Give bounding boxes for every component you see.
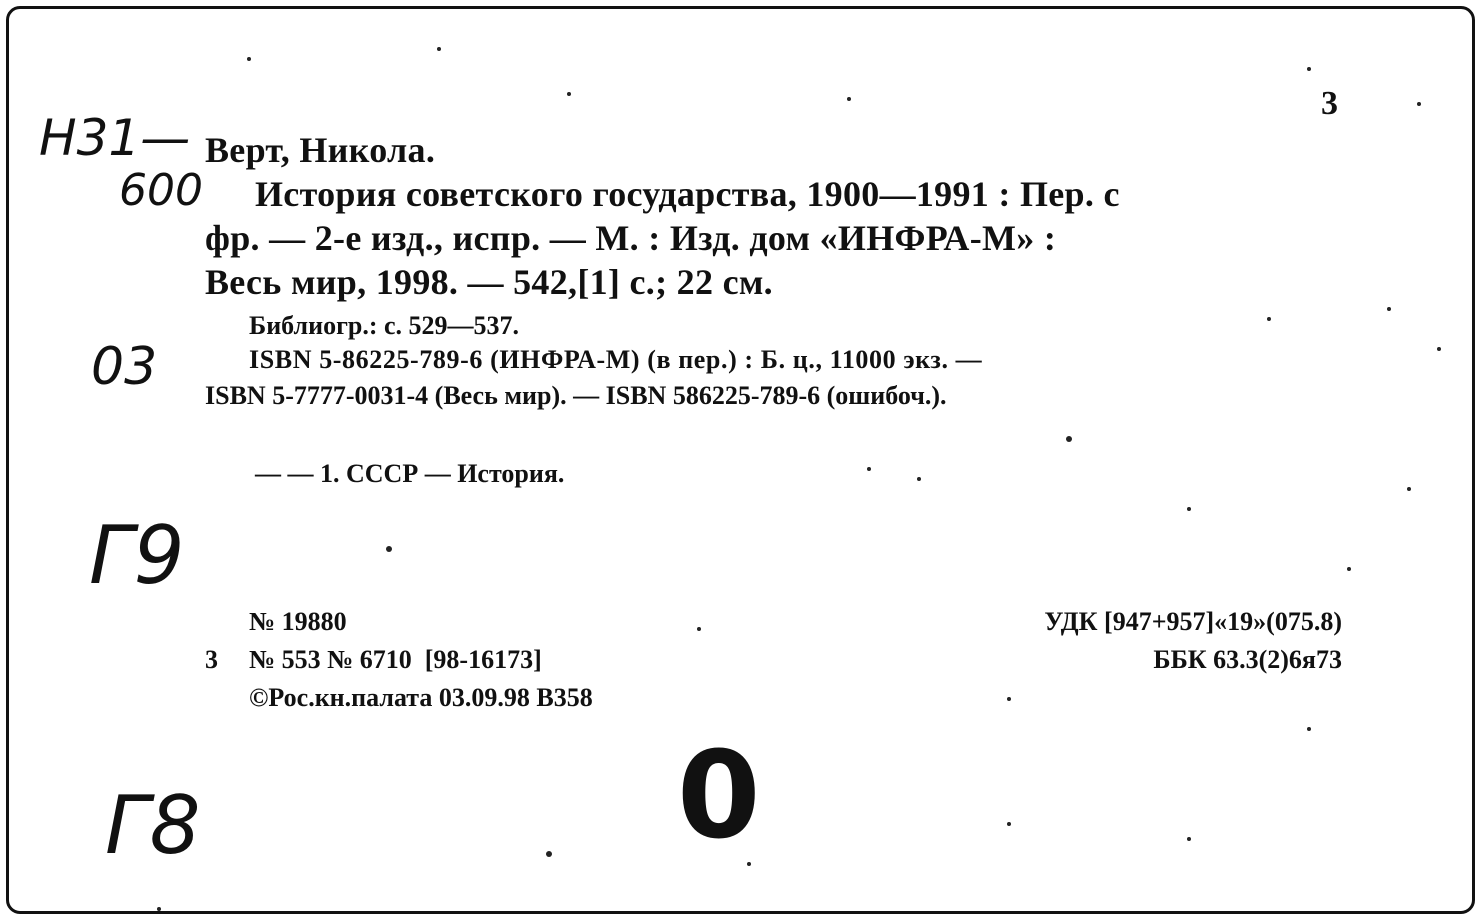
- isbn-line-2: ISBN 5-7777-0031-4 (Весь мир). — ISBN 586225-789-6 (ошибоч.).: [205, 381, 947, 410]
- title-line-3: Весь мир, 1998. — 542,[1] с.; 22 см.: [205, 262, 773, 302]
- subject-heading: — — 1. СССР — История.: [255, 459, 565, 488]
- handwritten-mark-g8: Г8: [105, 779, 201, 872]
- record-number: № 19880: [249, 607, 347, 636]
- handwritten-shelf-mark: Н31—: [39, 109, 191, 167]
- bibliography-note: Библиогр.: с. 529—537.: [249, 311, 520, 340]
- handwritten-shelf-number: 600: [119, 165, 203, 216]
- title-line-1: История советского государства, 1900—1991 : Пер. с: [255, 174, 1120, 214]
- title-line-2: фр. — 2-е изд., испр. — М. : Изд. дом «ИНФРА-М» :: [205, 218, 1057, 258]
- udk-code: УДК [947+957]«19»(075.8): [1044, 607, 1342, 636]
- bbk-code: ББК 63.3(2)6я73: [1153, 645, 1342, 674]
- line-prefix: 3: [205, 645, 218, 674]
- handwritten-side-number: 03: [91, 337, 158, 397]
- page-number: 3: [1321, 85, 1338, 122]
- author-heading: Верт, Никола.: [205, 130, 436, 170]
- handwritten-mark-g9: Г9: [89, 509, 185, 602]
- isbn-line-1: ISBN 5-86225-789-6 (ИНФРА-М) (в пер.) : Б. ц., 11000 экз. —: [249, 345, 983, 374]
- handwritten-mark-zero: 0: [677, 727, 761, 866]
- catalog-card: [6, 6, 1475, 914]
- copyright-line: ©Рос.кн.палата 03.09.98 В358: [249, 683, 593, 712]
- order-numbers: № 553 № 6710 [98-16173]: [249, 645, 542, 674]
